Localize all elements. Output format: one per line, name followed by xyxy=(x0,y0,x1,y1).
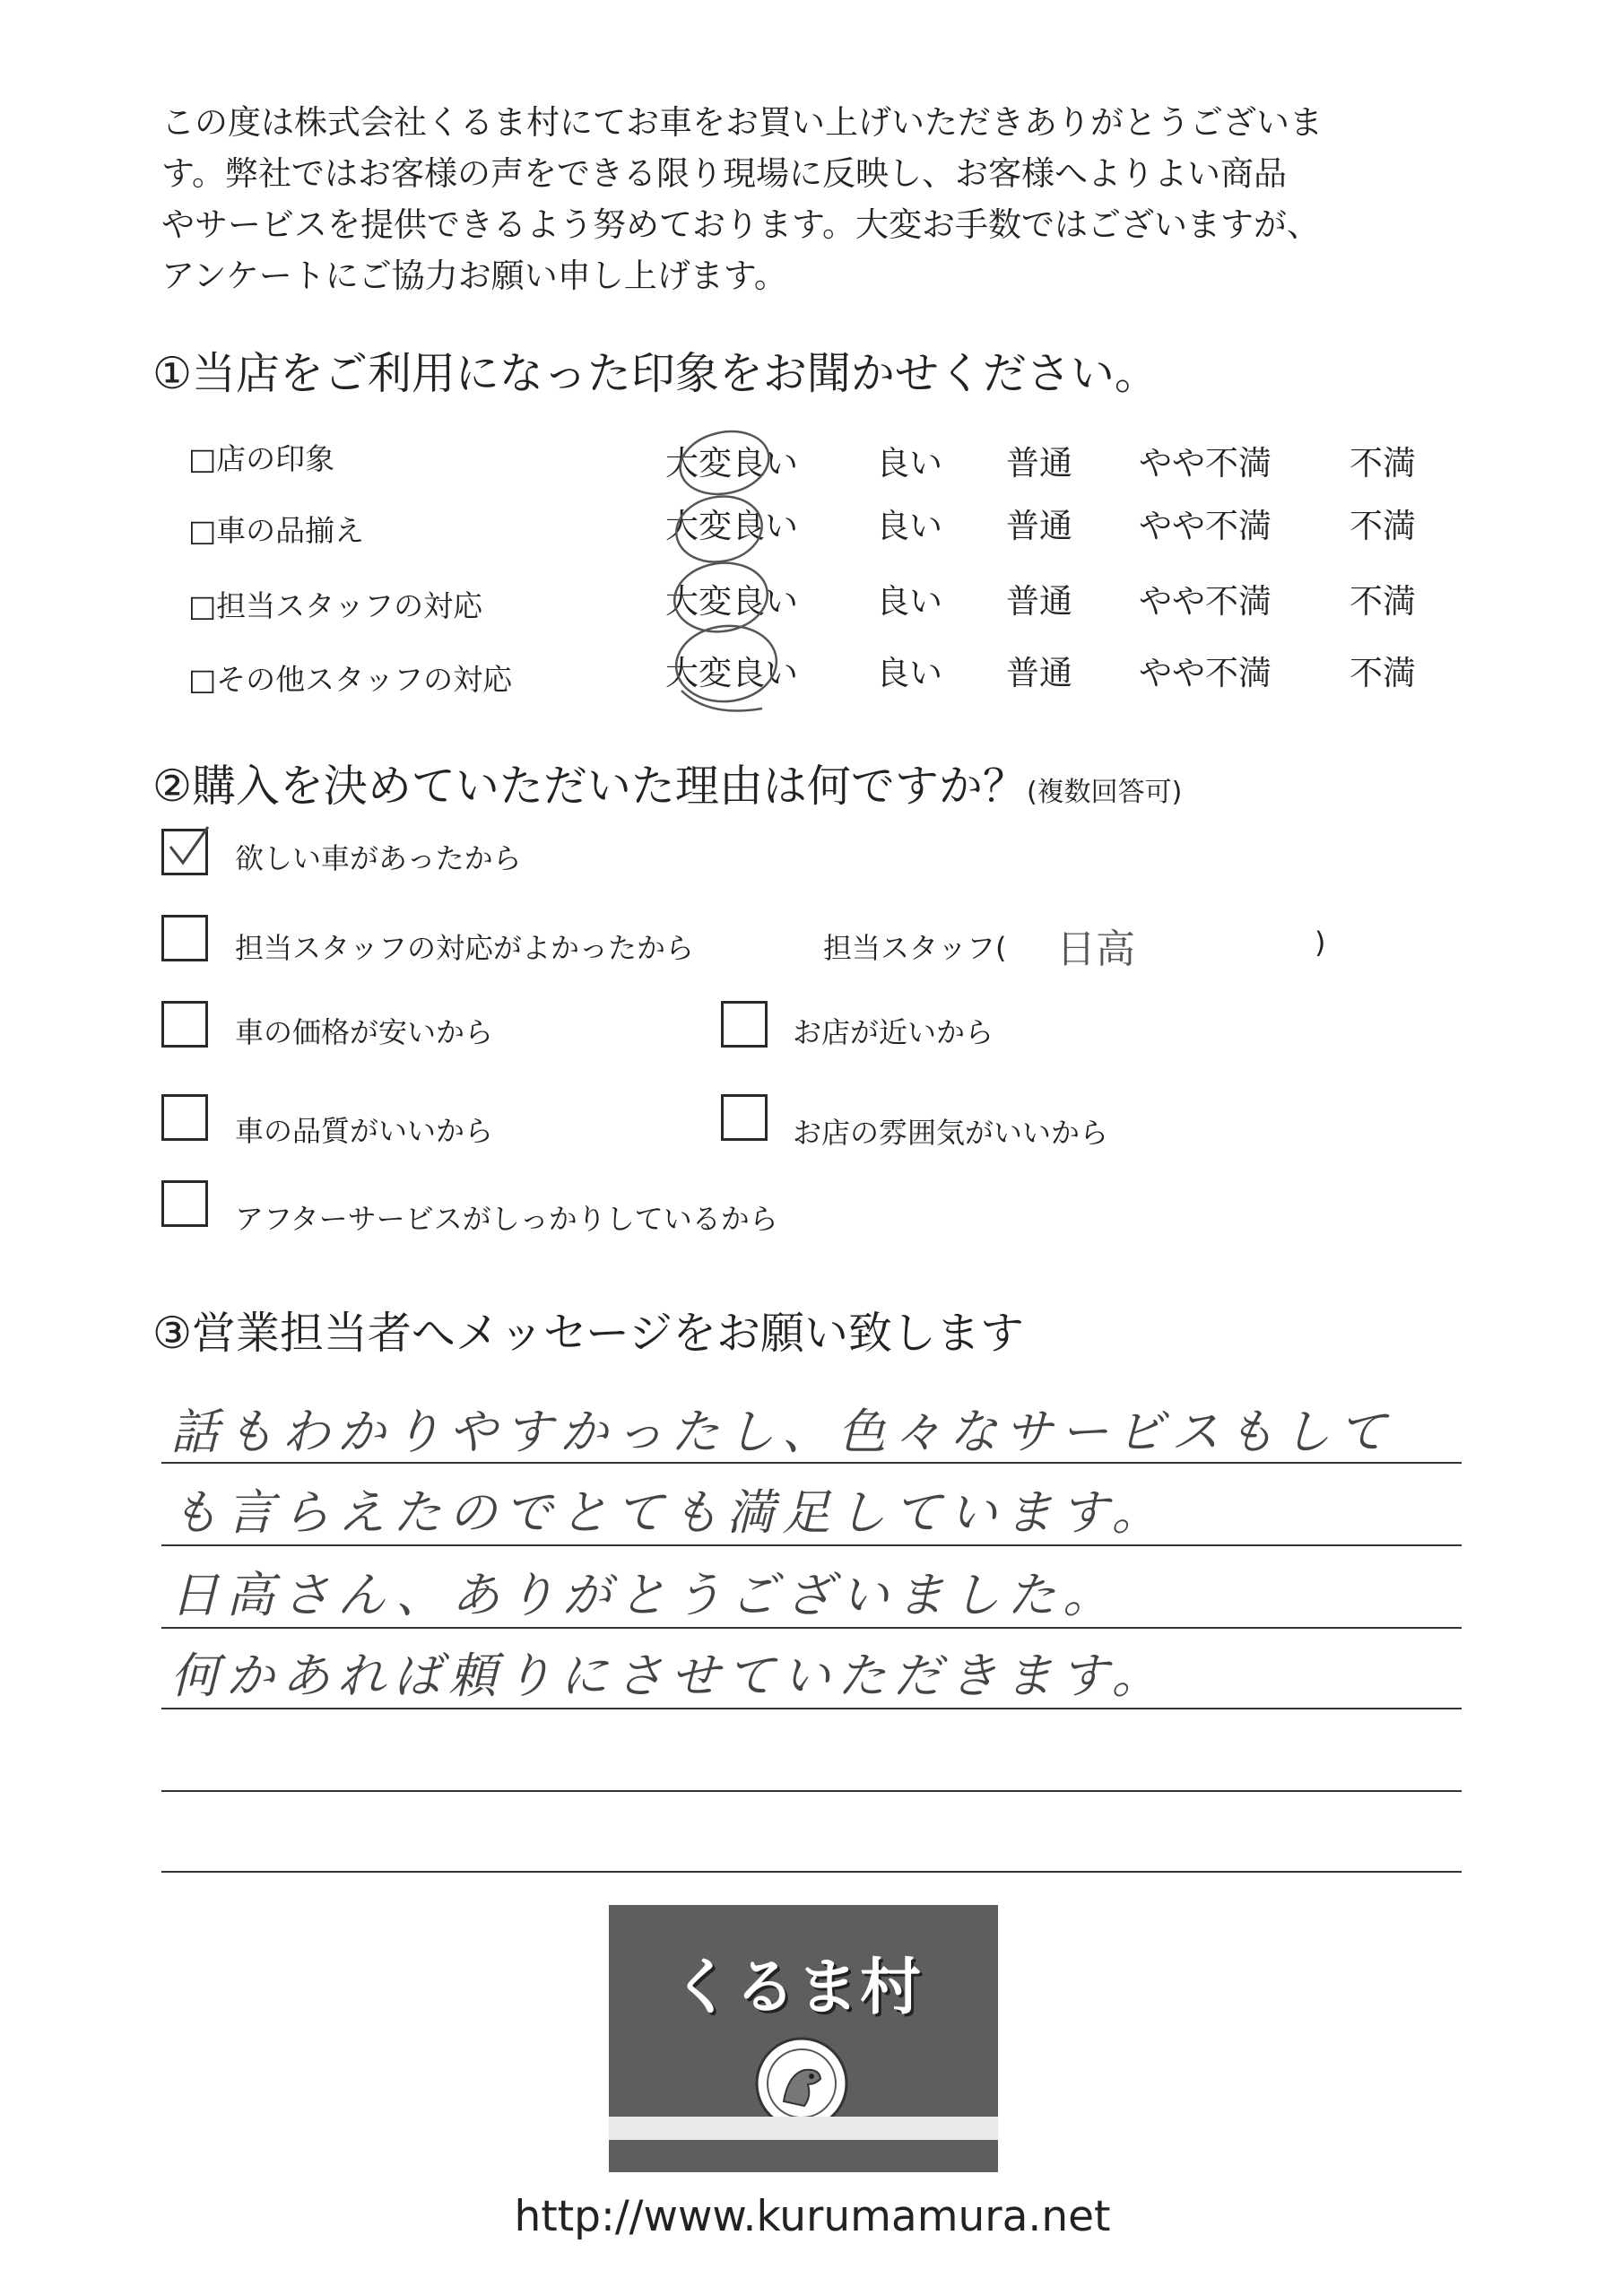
checkbox-r7[interactable] xyxy=(161,1180,208,1227)
logo-stripe xyxy=(609,2117,998,2140)
reason-label: 欲しい車があったから xyxy=(235,841,522,875)
reason-label: 車の品質がいいから xyxy=(235,1114,494,1148)
ruled-line xyxy=(161,1627,1462,1629)
ruled-line xyxy=(161,1462,1462,1464)
option-good[interactable]: 良い xyxy=(876,444,942,483)
ruled-line xyxy=(161,1790,1462,1792)
option-somewhat-dissatisfied[interactable]: やや不満 xyxy=(1139,444,1271,483)
option-somewhat-dissatisfied[interactable]: やや不満 xyxy=(1139,582,1271,621)
logo-text: くるま村 xyxy=(672,1952,924,2023)
website-url[interactable]: http://www.kurumamura.net xyxy=(514,2192,1111,2241)
intro-text xyxy=(161,97,1462,301)
option-good[interactable]: 良い xyxy=(876,507,942,545)
option-very-good[interactable]: 大変良い xyxy=(665,582,798,621)
checkbox-r2[interactable] xyxy=(161,915,208,961)
option-dissatisfied[interactable]: 不満 xyxy=(1350,582,1416,621)
section2-note: (複数回答可) xyxy=(1026,777,1183,808)
handwritten-circles xyxy=(628,422,861,726)
option-normal[interactable]: 普通 xyxy=(1006,654,1072,692)
staff-label: 担当スタッフ( xyxy=(823,931,1007,965)
checkbox-r6[interactable] xyxy=(721,1094,768,1141)
intro-line: アンケートにご協力お願い申し上げます。 xyxy=(161,257,787,295)
staff-close: ) xyxy=(1315,926,1326,960)
section2-title-text: ②購入を決めていただいた理由は何ですか？ xyxy=(152,761,1027,812)
ruled-line xyxy=(161,1544,1462,1546)
rating-label: □店の印象 xyxy=(188,441,335,476)
option-very-good[interactable]: 大変良い xyxy=(665,507,798,545)
intro-line: す。弊社ではお客様の声をできる限り現場に反映し、お客様へよりよい商品 xyxy=(161,154,1288,193)
checkbox-r5[interactable] xyxy=(161,1094,208,1141)
option-dissatisfied[interactable]: 不満 xyxy=(1350,507,1416,545)
intro-line: やサービスを提供できるよう努めております。大変お手数ではございますが、 xyxy=(161,205,1321,244)
option-good[interactable]: 良い xyxy=(876,654,942,692)
option-normal[interactable]: 普通 xyxy=(1006,507,1072,545)
ruled-line xyxy=(161,1708,1462,1709)
message-line: 話もわかりやすかったし、色々なサービスもして xyxy=(170,1404,1393,1460)
reason-label: お店の雰囲気がいいから xyxy=(793,1116,1109,1150)
checkbox-r3[interactable] xyxy=(161,1001,208,1048)
option-normal[interactable]: 普通 xyxy=(1006,444,1072,483)
reason-label: 担当スタッフの対応がよかったから xyxy=(235,931,695,965)
option-good[interactable]: 良い xyxy=(876,582,942,621)
message-line: 日高さん、ありがとうございました。 xyxy=(170,1567,1119,1623)
section2-title xyxy=(152,752,1182,814)
section3-title: ③営業担当者へメッセージをお願い致します xyxy=(152,1308,1024,1359)
rating-label: □車の品揃え xyxy=(188,513,365,548)
rating-label: □その他スタッフの対応 xyxy=(188,662,513,697)
checkbox-r4[interactable] xyxy=(721,1001,768,1048)
rating-label: □担当スタッフの対応 xyxy=(188,588,483,623)
option-somewhat-dissatisfied[interactable]: やや不満 xyxy=(1139,507,1271,545)
staff-name-handwritten: 日高 xyxy=(1056,926,1135,972)
section1-title: ①当店をご利用になった印象をお聞かせください。 xyxy=(152,348,1159,399)
intro-line: この度は株式会社くるま村にてお車をお買い上げいただきありがとうございま xyxy=(161,103,1323,142)
message-line: 何かあれば頼りにさせていただきます。 xyxy=(170,1648,1167,1704)
reason-label: お店が近いから xyxy=(793,1015,994,1049)
option-normal[interactable]: 普通 xyxy=(1006,582,1072,621)
reason-label: 車の価格が安いから xyxy=(235,1015,494,1049)
option-dissatisfied[interactable]: 不満 xyxy=(1350,654,1416,692)
company-logo xyxy=(609,1905,998,2172)
option-very-good[interactable]: 大変良い xyxy=(665,444,798,483)
message-line: も言らえたのでとても満足しています。 xyxy=(170,1484,1167,1541)
option-dissatisfied[interactable]: 不満 xyxy=(1350,444,1416,483)
option-somewhat-dissatisfied[interactable]: やや不満 xyxy=(1139,654,1271,692)
reason-label: アフターサービスがしっかりしているから xyxy=(235,1202,778,1236)
checkmark-icon xyxy=(163,820,217,874)
ruled-line xyxy=(161,1871,1462,1873)
option-very-good[interactable]: 大変良い xyxy=(665,654,798,692)
